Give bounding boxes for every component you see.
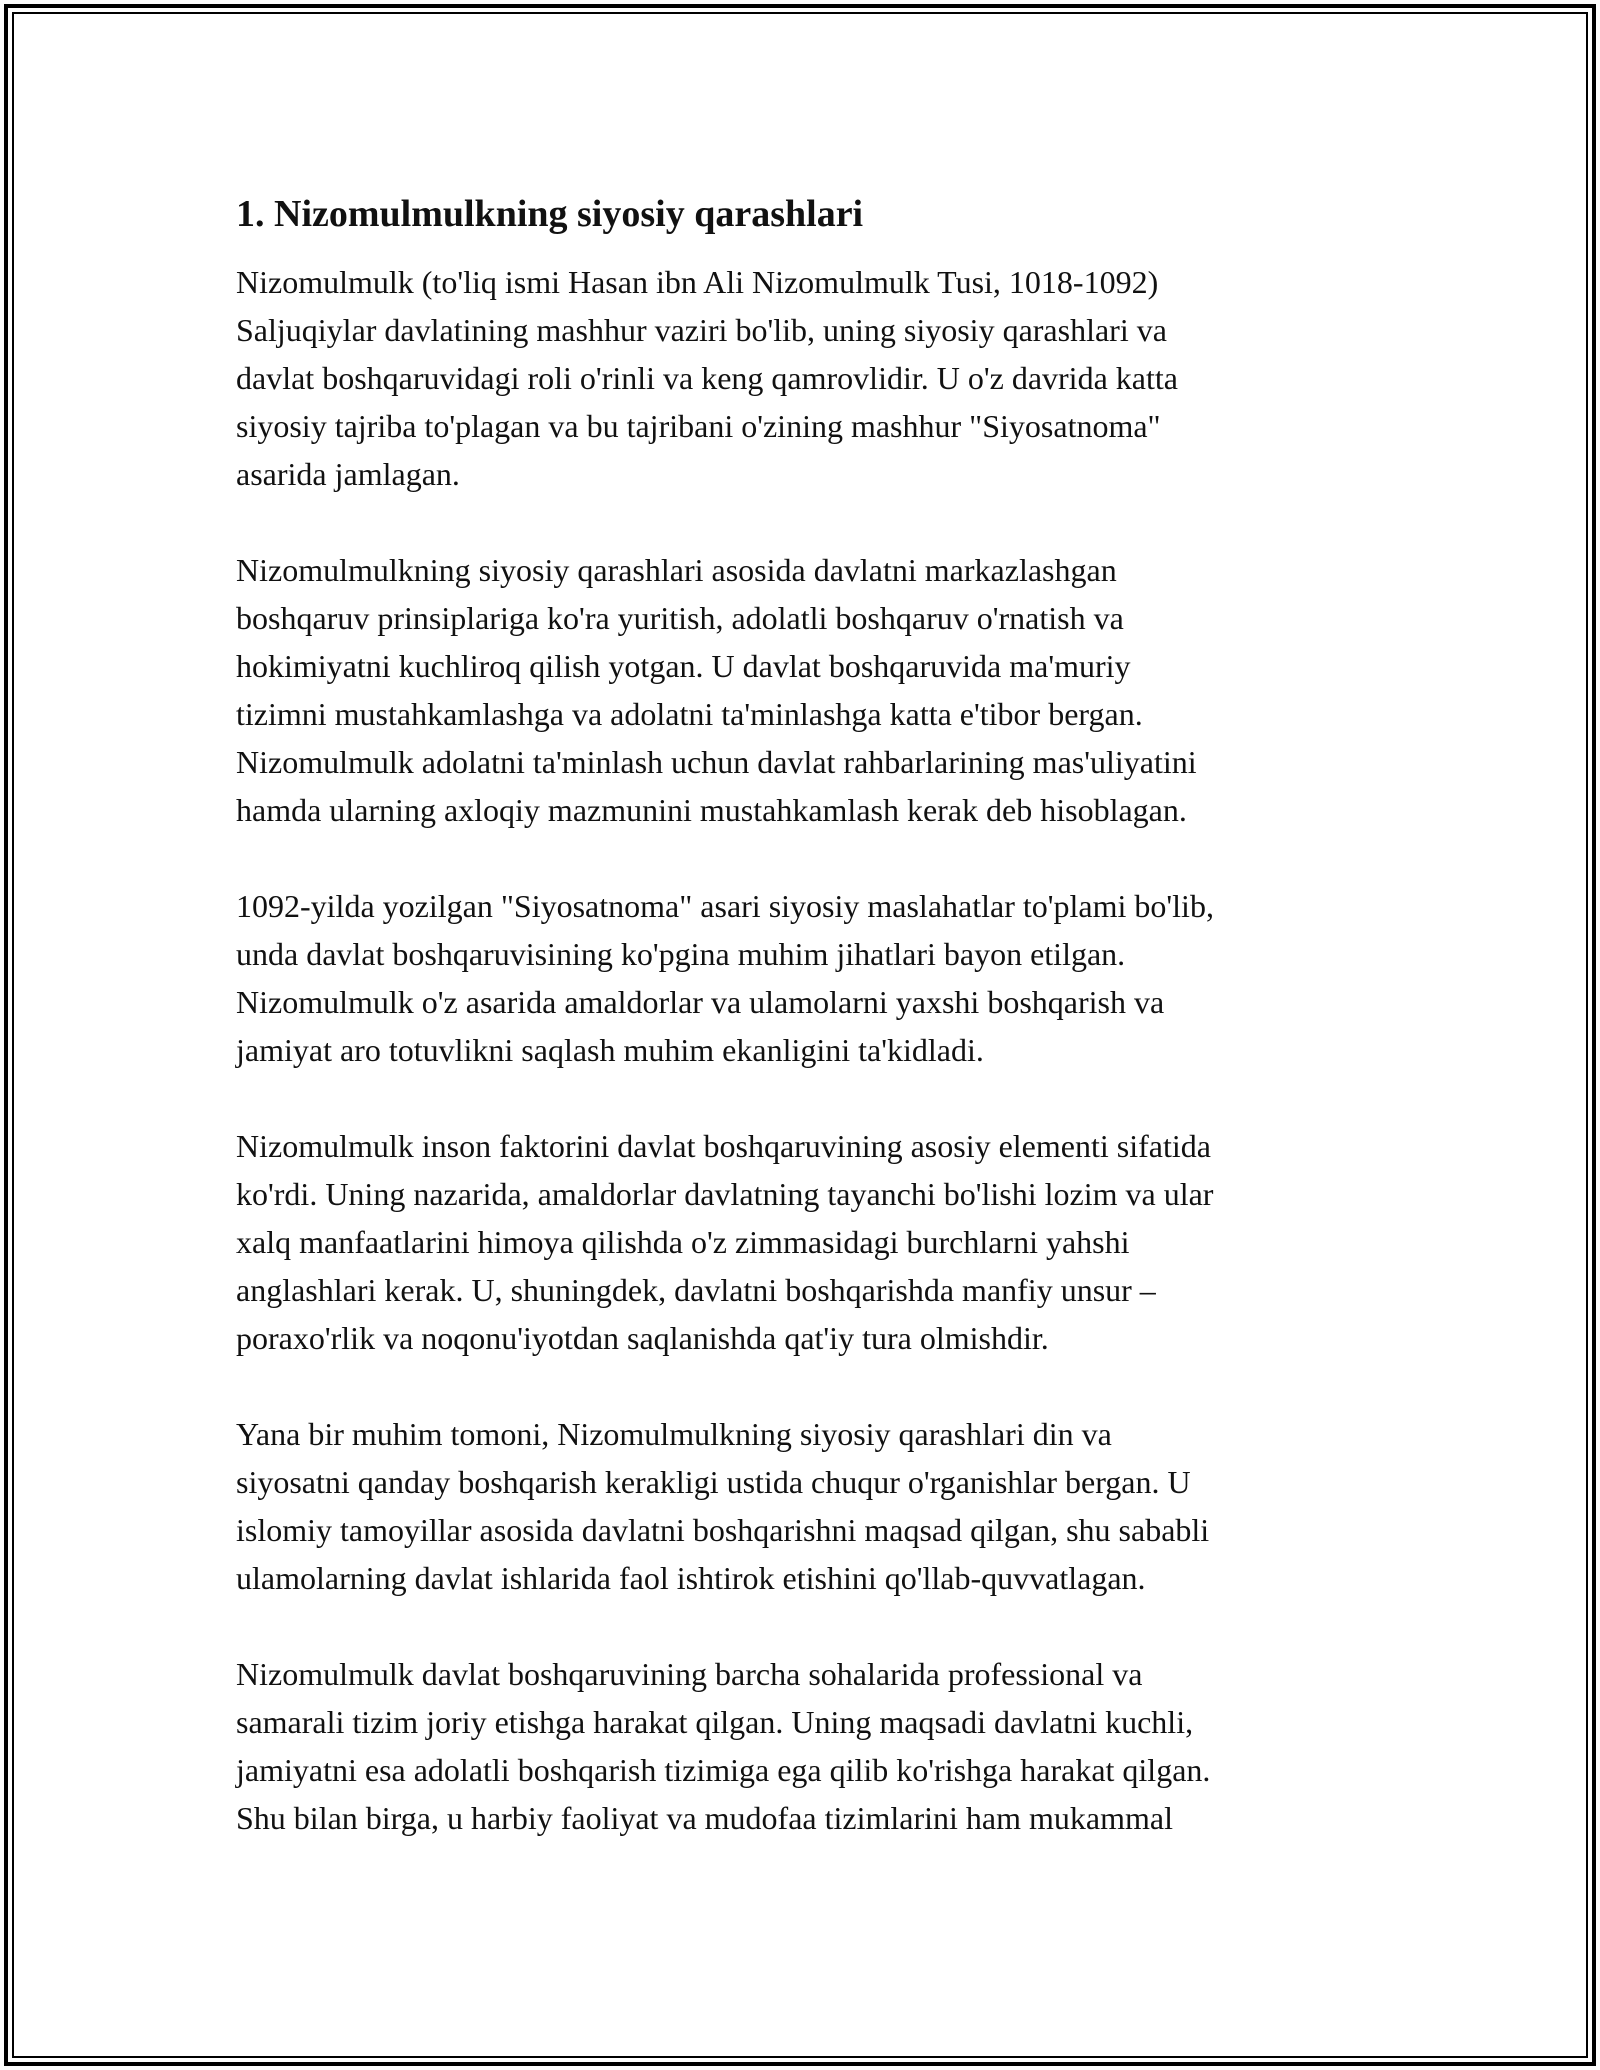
paragraph-line: Nizomulmulk inson faktorini davlat boshqaruvining asosiy elementi sifatida: [236, 1128, 1211, 1164]
paragraph-line: samarali tizim joriy etishga harakat qilgan. Uning maqsadi davlatni kuchli,: [236, 1704, 1194, 1740]
paragraph-line: unda davlat boshqaruvisining ko'pgina muhim jihatlari bayon etilgan.: [236, 936, 1126, 972]
paragraph-line: Nizomulmulk (to'liq ismi Hasan ibn Ali Nizomulmulk Tusi, 1018-1092): [236, 264, 1159, 300]
paragraph-line: ulamolarning davlat ishlarida faol ishtirok etishini qo'llab-quvvatlagan.: [236, 1560, 1146, 1596]
paragraph-line: 1092-yilda yozilgan "Siyosatnoma" asari siyosiy maslahatlar to'plami bo'lib,: [236, 888, 1214, 924]
paragraph-line: hokimiyatni kuchliroq qilish yotgan. U davlat boshqaruvida ma'muriy: [236, 648, 1131, 684]
paragraph-line: siyosiy tajriba to'plagan va bu tajribani o'zining mashhur "Siyosatnoma": [236, 408, 1161, 444]
paragraph-line: xalq manfaatlarini himoya qilishda o'z zimmasidagi burchlarni yahshi: [236, 1224, 1130, 1260]
paragraph: [236, 1410, 1396, 1602]
paragraph-line: asarida jamlagan.: [236, 456, 460, 492]
paragraph: [236, 258, 1396, 498]
paragraph-line: ko'rdi. Uning nazarida, amaldorlar davlatning tayanchi bo'lishi lozim va ular: [236, 1176, 1214, 1212]
paragraphs-container: [236, 258, 1396, 1842]
paragraph-line: tizimni mustahkamlashga va adolatni ta'minlashga katta e'tibor bergan.: [236, 696, 1143, 732]
paragraph: [236, 1122, 1396, 1362]
paragraph-line: Nizomulmulk davlat boshqaruvining barcha sohalarida professional va: [236, 1656, 1143, 1692]
document-heading: 1. Nizomulmulkning siyosiy qarashlari: [236, 193, 864, 235]
paragraph-line: poraxo'rlik va noqonu'iyotdan saqlanishda qat'iy tura olmishdir.: [236, 1320, 1049, 1356]
paragraph-line: siyosatni qanday boshqarish kerakligi ustida chuqur o'rganishlar bergan. U: [236, 1464, 1191, 1500]
paragraph-line: Saljuqiylar davlatining mashhur vaziri bo'lib, uning siyosiy qarashlari va: [236, 312, 1167, 348]
paragraph: [236, 1650, 1396, 1842]
paragraph-line: Shu bilan birga, u harbiy faoliyat va mudofaa tizimlarini ham mukammal: [236, 1800, 1173, 1836]
paragraph: [236, 882, 1396, 1074]
paragraph-line: jamiyat aro totuvlikni saqlash muhim ekanligini ta'kidladi.: [236, 1032, 984, 1068]
paragraph: [236, 546, 1396, 834]
paragraph-line: islomiy tamoyillar asosida davlatni boshqarishni maqsad qilgan, shu sababli: [236, 1512, 1210, 1548]
paragraph-line: Nizomulmulkning siyosiy qarashlari asosida davlatni markazlashgan: [236, 552, 1117, 588]
paragraph-line: Yana bir muhim tomoni, Nizomulmulkning siyosiy qarashlari din va: [236, 1416, 1112, 1452]
paragraph-line: Nizomulmulk o'z asarida amaldorlar va ulamolarni yaxshi boshqarish va: [236, 984, 1165, 1020]
document-content: [236, 188, 1396, 1890]
paragraph-line: anglashlari kerak. U, shuningdek, davlatni boshqarishda manfiy unsur –: [236, 1272, 1156, 1308]
paragraph-line: jamiyatni esa adolatli boshqarish tizimiga ega qilib ko'rishga harakat qilgan.: [236, 1752, 1211, 1788]
paragraph-line: hamda ularning axloqiy mazmunini mustahkamlash kerak deb hisoblagan.: [236, 792, 1187, 828]
paragraph-line: Nizomulmulk adolatni ta'minlash uchun davlat rahbarlarining mas'uliyatini: [236, 744, 1197, 780]
paragraph-line: boshqaruv prinsiplariga ko'ra yuritish, adolatli boshqaruv o'rnatish va: [236, 600, 1124, 636]
paragraph-line: davlat boshqaruvidagi roli o'rinli va keng qamrovlidir. U o'z davrida katta: [236, 360, 1178, 396]
